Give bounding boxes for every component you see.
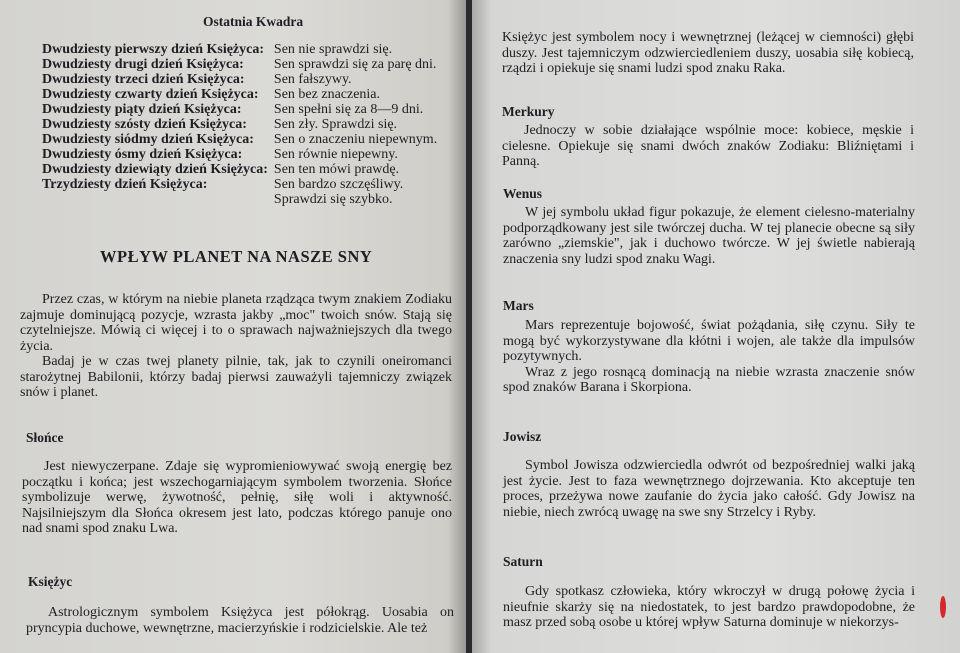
paragraph: Mars reprezentuje bojowość, świat pożądania, siłę czynu. Siły te mogą być wykorzystywane dla kłótni i wojen, ale także dla impulsów pozytywnych. — [503, 318, 915, 364]
day-label: Dwudziesty ósmy dzień Księżyca: — [42, 147, 243, 162]
day-label: Dwudziesty trzeci dzień Księżyca: — [42, 72, 245, 87]
day-meaning: Sen bez znaczenia. — [273, 87, 381, 102]
left-page — [0, 0, 466, 653]
day-meaning: Sen o znaczeniu niepewnym. — [273, 132, 438, 147]
day-row — [42, 57, 444, 72]
day-label: Dwudziesty dziewiąty dzień Księżyca: — [42, 162, 268, 177]
saturn-text — [503, 584, 915, 631]
day-row — [42, 87, 444, 102]
heading-jowisz: Jowisz — [503, 429, 542, 444]
day-row — [42, 102, 444, 117]
day-meaning: Sen spełni się za 8—9 dni. — [273, 102, 424, 117]
day-label: Dwudziesty czwarty dzień Księżyca: — [42, 87, 259, 102]
slonce-text — [22, 459, 452, 537]
paragraph: Księżyc jest symbolem nocy i wewnętrznej (leżącej w ciemności) głębi duszy. Jest tajemniczym odzwierciedleniem duszy, uosabia siłę kobiecą, rządzi i opiekuje się snami ludzi spod znaku Raka. — [502, 30, 914, 76]
paragraph: Badaj je w czas twej planety pilnie, tak, jak to czynili oneiromanci starożytnej Babilonii, którzy badaj pierwsi zauważyli tajemniczy związek snów i planet. — [20, 354, 452, 400]
mars-text — [503, 318, 915, 396]
day-meaning: Sen bardzo szczęśliwy. Sprawdzi się szybko. — [273, 177, 404, 207]
wenus-text — [503, 205, 915, 267]
intro-text — [20, 292, 452, 401]
day-row — [42, 132, 444, 147]
chapter-title: WPŁYW PLANET NA NASZE SNY — [100, 247, 373, 266]
ksiezyc-text — [26, 605, 454, 636]
right-page — [472, 0, 960, 653]
paragraph: Wraz z jego rosnącą dominacją na niebie wzrasta znaczenie snów spod znaków Barana i Skorpiona. — [503, 364, 915, 395]
day-meaning: Sen nie sprawdzi się. — [273, 42, 393, 57]
day-row — [42, 117, 444, 132]
heading-slonce: Słońce — [26, 430, 64, 445]
paragraph: Jednoczy w sobie działające wspólnie moce: kobiece, męskie i cielesne. Opiekuje się snami dwóch znaków Zodiaku: Bliźniętami i Panną. — [502, 123, 914, 169]
day-label: Dwudziesty piąty dzień Księżyca: — [42, 102, 242, 117]
day-label: Trzydziesty dzień Księżyca: — [42, 177, 208, 192]
paragraph: Symbol Jowisza odzwierciedla odwrót od bezpośredniej walki jaką jest życie. Jest to faza wewnętrznego dojrzewania. Kto akceptuje ten proces, przeżywa nowe zaufanie do życia jako całość. Gdy Jowisz na niebie, niech zwrócą uwagę na swe sny Strzelcy i Ryby. — [503, 458, 915, 520]
day-row — [42, 162, 444, 177]
heading-ksiezyc: Księżyc — [28, 574, 73, 589]
day-meaning: Sen fałszywy. — [273, 72, 352, 87]
day-label: Dwudziesty drugi dzień Księżyca: — [42, 57, 244, 72]
day-row — [42, 42, 444, 57]
ksiezyc-continued — [502, 30, 914, 77]
day-meaning: Sen równie niepewny. — [273, 147, 398, 162]
heading-merkury: Merkury — [502, 104, 555, 119]
day-meaning: Sen zły. Sprawdzi się. — [273, 117, 398, 132]
day-meaning: Sen ten mówi prawdę. — [273, 162, 400, 177]
paragraph: Jest niewyczerpane. Zdaje się wypromieniowywać swoją energię bez początku i końca; jest wszechogarniającym symbolem tworzenia. Słońce symbolizuje werwę, żywotność, pełnię, siłę woli i aktywność. Najsilniejszym dla Słońca okresem jest lato, podczas którego panuje ono nad snami spod znaku Lwa. — [22, 459, 452, 536]
paragraph: Przez czas, w którym na niebie planeta rządząca twym znakiem Zodiaku zajmuje dominującą pozycje, wzrasta jakby „moc" twoich snów. Stają się czytelniejsze. Mówią ci więcej i to o sprawach najważniejszych dla twego życia. — [20, 292, 452, 354]
day-row — [42, 72, 444, 87]
day-label: Dwudziesty szósty dzień Księżyca: — [42, 117, 247, 132]
day-meaning: Sen sprawdzi się za parę dni. — [273, 57, 437, 72]
paragraph: Astrologicznym symbolem Księżyca jest półokrąg. Uosabia on pryncypia duchowe, wewnętrzne, macierzyńskie i rodzicielskie. Ale też — [26, 605, 454, 636]
watermark-logo — [944, 600, 946, 631]
paragraph: W jej symbolu układ figur pokazuje, że element cielesno-materialny podporządkowany jest sile twórczej ducha. W tej planecie obecne są siły zarówno „ziemskie", jak i duchowo twórcze. W jej świetle nabierają znaczenia sny ludzi spod znaku Wagi. — [503, 205, 915, 267]
heading-saturn: Saturn — [503, 554, 543, 569]
section-title: Ostatnia Kwadra — [203, 14, 304, 29]
jowisz-text — [503, 458, 915, 520]
paragraph: Gdy spotkasz człowieka, który wkroczył w drugą połowę życia i nieufnie skarży się na niedostatek, to jest bardzo prawdopodobne, że masz przed sobą osobe u której wpływ Saturna dominuje w niekorzys- — [503, 584, 915, 630]
heading-mars: Mars — [503, 298, 534, 313]
day-row — [42, 147, 444, 162]
day-label: Dwudziesty pierwszy dzień Księżyca: — [42, 42, 265, 57]
merkury-text — [502, 123, 914, 170]
watermark-badge — [940, 596, 946, 618]
moon-days-table — [42, 42, 444, 207]
day-row — [42, 177, 444, 207]
heading-wenus: Wenus — [503, 186, 543, 201]
day-label: Dwudziesty siódmy dzień Księżyca: — [42, 132, 254, 147]
